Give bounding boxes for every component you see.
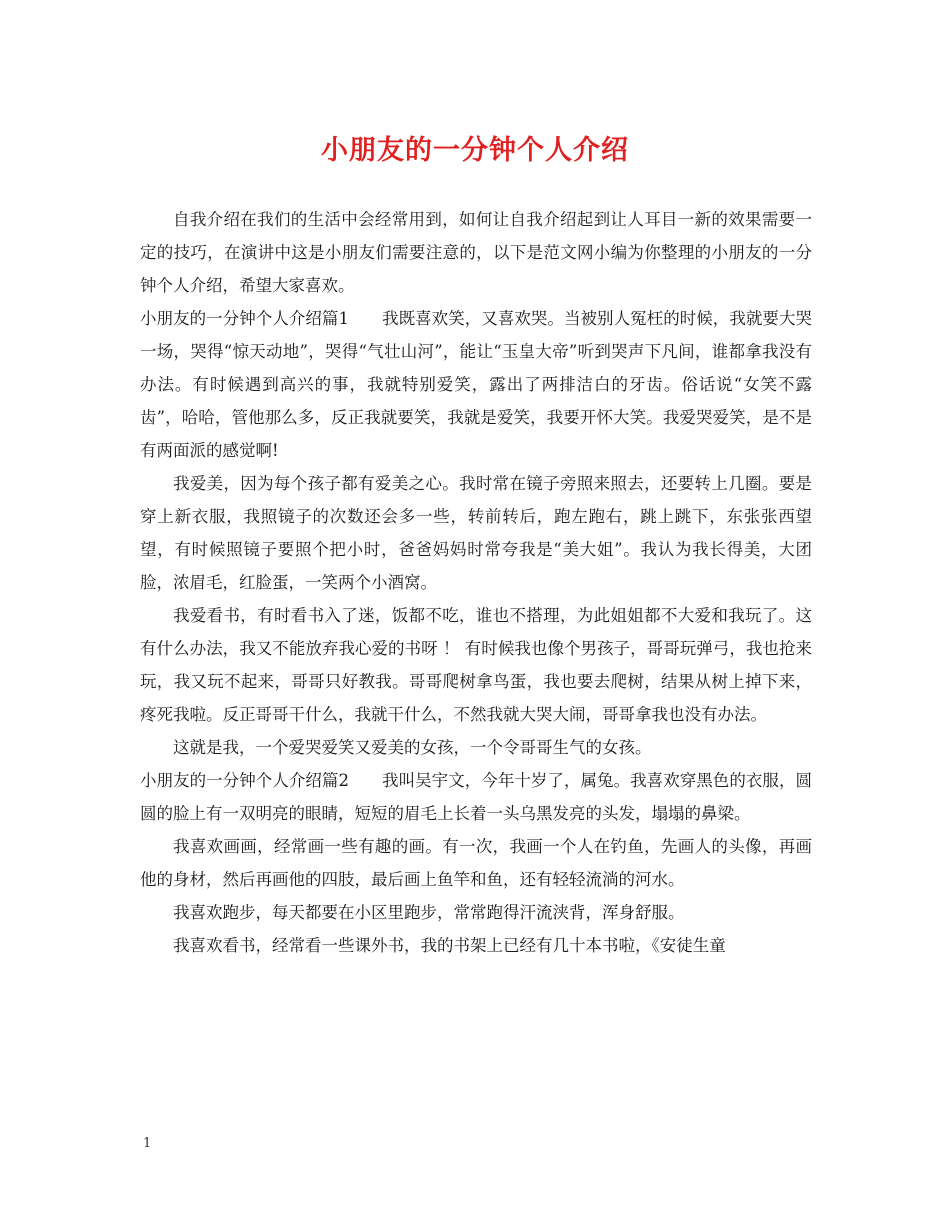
paragraph-intro: 自我介绍在我们的生活中会经常用到，如何让自我介绍起到让人耳目一新的效果需要一定的技巧，在演讲中这是小朋友们需要注意的，以下是范文网小编为你整理的小朋友的一分钟个人介绍，希望大家喜欢。 xyxy=(140,210,812,295)
page-number: 1 xyxy=(143,1136,152,1151)
paragraph: 我喜欢跑步，每天都要在小区里跑步，常常跑得汗流浃背，浑身舒服。 xyxy=(173,903,685,922)
paragraph-section-2: 小朋友的一分钟个人介绍篇2 我叫吴宇文，今年十岁了，属兔。我喜欢穿黑色的衣服，圆圆的脸上有一双明亮的眼睛，短短的眉毛上长着一头乌黑发亮的头发，塌塌的鼻梁。 xyxy=(140,771,812,823)
paragraph: 这就是我，一个爱哭爱笑又爱美的女孩，一个令哥哥生气的女孩。 xyxy=(173,738,652,757)
paragraph-section-1: 小朋友的一分钟个人介绍篇1 我既喜欢笑，又喜欢哭。当被别人冤枉的时候，我就要大哭一场，哭得“惊天动地”，哭得“气壮山河”，能让“玉皇大帝”听到哭声下凡间，谁都拿我没有办法。有时候遇到高兴的事，我就特别爱笑，露出了两排洁白的牙齿。俗话说“女笑不露齿”，哈哈，管他那么多，反正我就要笑，我就是爱笑，我要开怀大笑。我爱哭爱笑，是不是有两面派的感觉啊! xyxy=(140,309,812,460)
paragraph: 我喜欢看书，经常看一些课外书，我的书架上已经有几十本书啦，《安徒生童 xyxy=(173,936,726,955)
paragraph: 我爱看书，有时看书入了迷，饭都不吃，谁也不搭理，为此姐姐都不大爱和我玩了。这有什么办法，我又不能放弃我心爱的书呀 ！ 有时候我也像个男孩子，哥哥玩弹弓，我也抢来玩，我又玩不起来，哥哥只好教我。哥哥爬树拿鸟蛋，我也要去爬树，结果从树上掉下来，疼死我啦。反正哥哥干什么，我就干什么，不然我就大哭大闹，哥哥拿我也没有办法。 xyxy=(140,606,812,724)
paragraph: 我喜欢画画，经常画一些有趣的画。有一次，我画一个人在钓鱼，先画人的头像，再画他的身材，然后再画他的四肢，最后画上鱼竿和鱼，还有轻轻流淌的河水。 xyxy=(140,837,812,889)
document-title: 小朋友的一分钟个人介绍 xyxy=(321,135,629,166)
document-body xyxy=(140,203,812,962)
paragraph: 我爱美，因为每个孩子都有爱美之心。我时常在镜子旁照来照去，还要转上几圈。要是穿上新衣服，我照镜子的次数还会多一些，转前转后，跑左跑右，跳上跳下，东张张西望望，有时候照镜子要照个把小时，爸爸妈妈时常夸我是“美大姐”。我认为我长得美，大团脸，浓眉毛，红脸蛋，一笑两个小酒窝。 xyxy=(140,474,812,592)
